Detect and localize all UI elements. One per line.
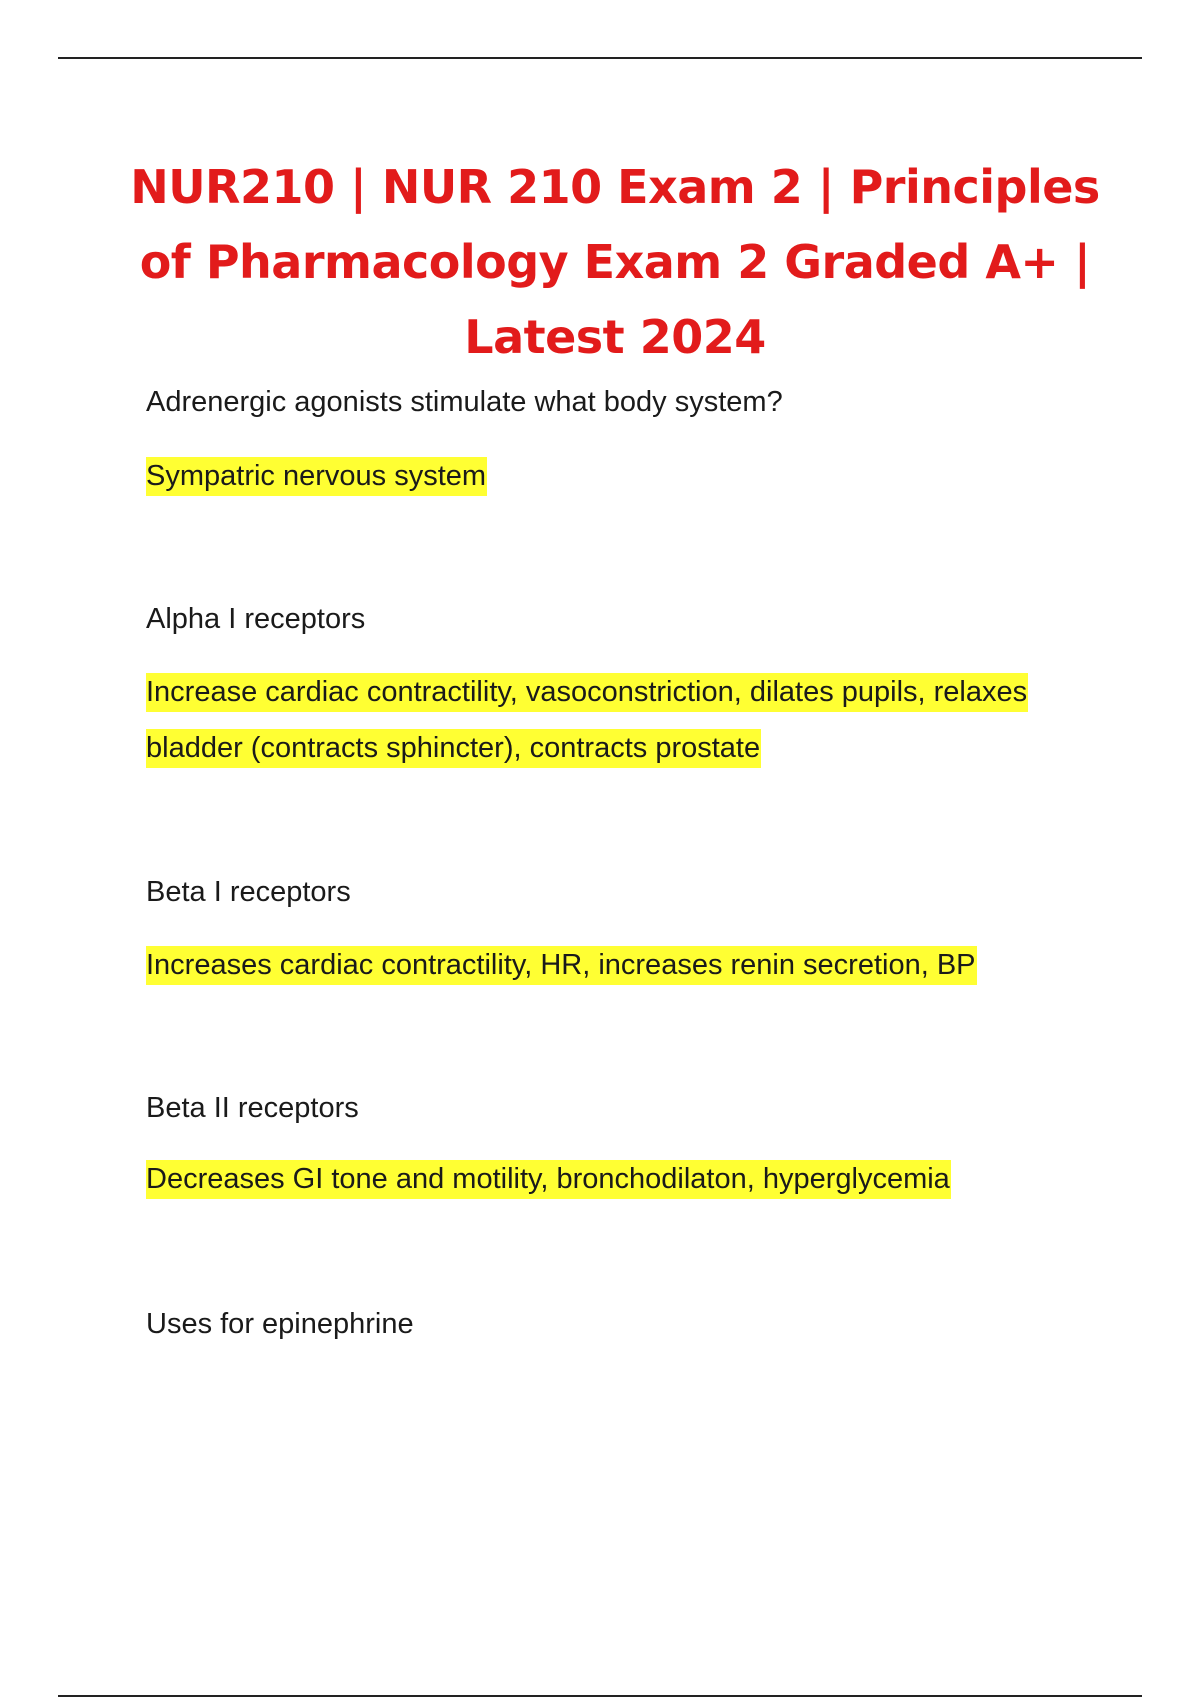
top-rule — [58, 57, 1142, 59]
answer-3-text: Increases cardiac contractility, HR, increases renin secretion, BP — [146, 946, 977, 985]
question-3: Beta I receptors — [146, 876, 351, 908]
answer-4-text: Decreases GI tone and motility, bronchodilaton, hyperglycemia — [146, 1160, 951, 1199]
question-2: Alpha I receptors — [146, 603, 366, 635]
answer-2 — [146, 664, 1106, 776]
answer-1-text: Sympatric nervous system — [146, 457, 487, 496]
answer-4 — [146, 1151, 1106, 1207]
question-1: Adrenergic agonists stimulate what body system? — [146, 386, 783, 418]
bottom-rule — [58, 1695, 1142, 1697]
answer-3 — [146, 937, 1106, 993]
answer-2-text: Increase cardiac contractility, vasoconstriction, dilates pupils, relaxes bladder (contracts sphincter), contracts prostate — [146, 673, 1028, 768]
answer-1 — [146, 448, 1106, 504]
question-5: Uses for epinephrine — [146, 1308, 414, 1340]
question-4: Beta II receptors — [146, 1092, 359, 1124]
document-title: NUR210 | NUR 210 Exam 2 | Principles of Pharmacology Exam 2 Graded A+ | Latest 2024 — [130, 160, 1100, 364]
